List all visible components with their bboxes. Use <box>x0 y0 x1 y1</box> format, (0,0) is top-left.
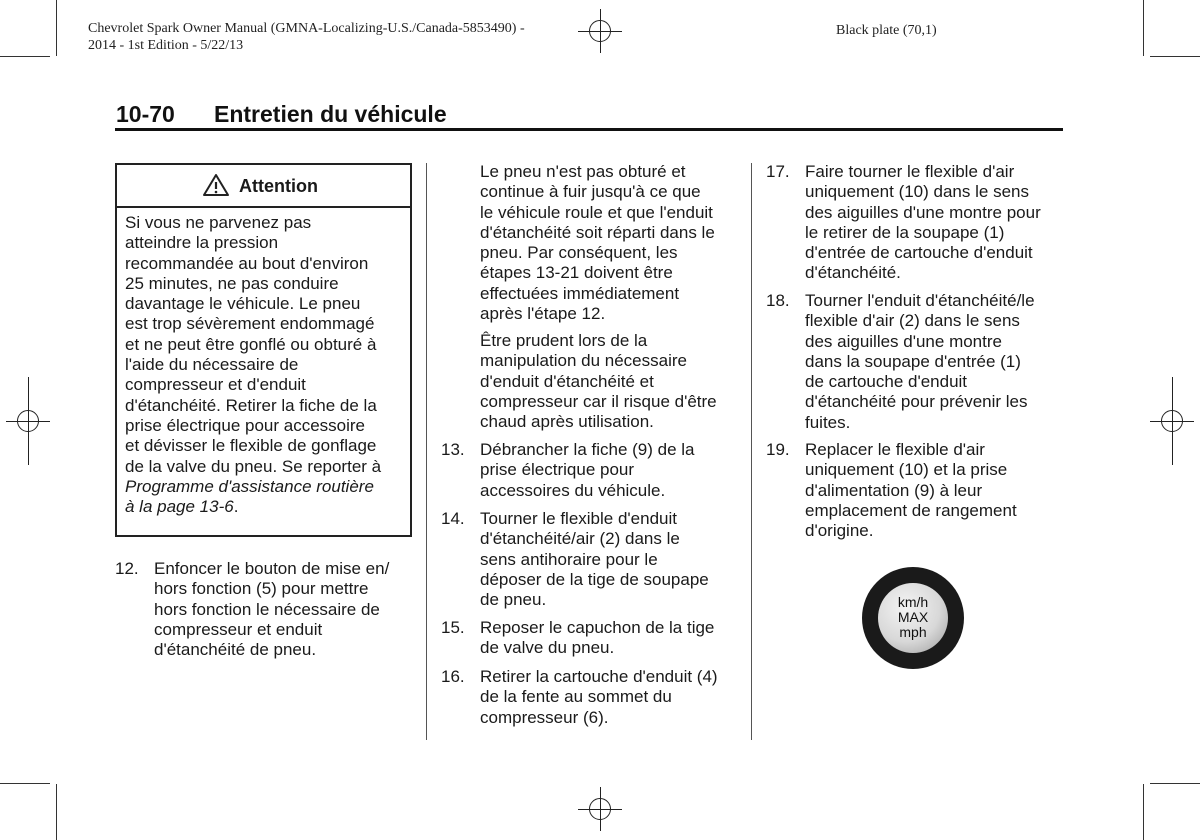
crop-mark <box>0 783 50 784</box>
title-rule <box>115 128 1063 131</box>
attention-line: l'aide du nécessaire de <box>125 355 299 375</box>
attention-line: est trop sévèrement endommagé <box>125 314 375 334</box>
crop-mark <box>1143 784 1144 840</box>
step-line: de valve du pneu. <box>480 638 615 658</box>
speed-limit-label-face <box>878 583 948 653</box>
step-line: accessoires du véhicule. <box>480 480 666 500</box>
attention-line <box>125 497 410 517</box>
speed-limit-label-icon <box>862 567 964 669</box>
step-line: le retirer de la soupape (1) <box>805 222 1005 242</box>
crop-mark <box>56 0 57 56</box>
step-text <box>480 618 746 659</box>
paragraph-line: Le pneu n'est pas obturé et <box>480 162 686 181</box>
attention-line: compresseur et d'enduit <box>125 375 306 395</box>
period: . <box>233 497 239 517</box>
attention-line: recommandée au bout d'environ <box>125 253 369 273</box>
step-text <box>805 440 1066 541</box>
crop-mark <box>56 784 57 840</box>
step-text <box>805 291 1066 433</box>
page-title: Entretien du véhicule <box>214 101 447 127</box>
crop-mark <box>0 56 50 57</box>
speed-unit-mph: mph <box>899 624 927 640</box>
attention-box <box>115 163 412 537</box>
step-line: Enfoncer le bouton de mise en/ <box>154 559 390 578</box>
step-number: 17. <box>766 162 790 181</box>
attention-line: de la valve du pneu. Se reporter à <box>125 456 382 476</box>
step-line: de pneu. <box>480 590 547 610</box>
step-number: 19. <box>766 440 790 459</box>
step-line: Tourner l'enduit d'étanchéité/le <box>805 291 1035 310</box>
step-line: emplacement de rangement <box>805 500 1017 520</box>
page-number: 10-70 <box>116 101 175 127</box>
attention-line: d'étanchéité. Retirer la fiche de la <box>125 395 377 415</box>
step-text <box>480 440 746 501</box>
paragraph-line: d'enduit d'étanchéité et <box>480 371 654 391</box>
speed-unit-kmh: km/h <box>897 594 929 610</box>
step-line: déposer de la tige de soupape <box>480 569 709 589</box>
step-text <box>480 667 746 728</box>
crop-mark <box>1150 783 1200 784</box>
column-divider <box>426 163 427 740</box>
paragraph-line: effectuées immédiatement <box>480 283 680 303</box>
step-line: de la fente au sommet du <box>480 687 672 707</box>
step-line: d'entrée de cartouche d'enduit <box>805 243 1033 263</box>
step-line: Tourner le flexible d'enduit <box>480 509 677 528</box>
step-line: Replacer le flexible d'air <box>805 440 985 459</box>
attention-line: atteindre la pression <box>125 233 279 253</box>
step-number: 12. <box>115 559 139 578</box>
step-line: compresseur (6). <box>480 707 609 727</box>
attention-line: et dévisser le flexible de gonflage <box>125 436 377 456</box>
step-line: Débrancher la fiche (9) de la <box>480 440 695 459</box>
step-number: 13. <box>441 440 465 459</box>
step-line: fuites. <box>805 412 851 432</box>
step-line: compresseur et enduit <box>154 619 323 639</box>
step-line: d'étanchéité pour prévenir les <box>805 392 1028 412</box>
step-line: des aiguilles d'une montre pour <box>805 202 1041 222</box>
crop-mark <box>1150 56 1200 57</box>
paragraph-line: d'étanchéité soit réparti dans le <box>480 222 715 242</box>
step-line: Retirer la cartouche d'enduit (4) <box>480 667 718 686</box>
attention-line: Si vous ne parvenez pas <box>125 213 312 232</box>
step-line: prise électrique pour <box>480 460 635 480</box>
step-line: Faire tourner le flexible d'air <box>805 162 1015 181</box>
plate-label: Black plate (70,1) <box>836 23 937 38</box>
step-line: d'étanchéité de pneu. <box>154 640 317 660</box>
paragraph-line: Être prudent lors de la <box>480 331 648 350</box>
step-number: 15. <box>441 618 465 637</box>
warning-triangle-icon <box>202 173 230 197</box>
step-line: Reposer le capuchon de la tige <box>480 618 715 637</box>
step-line: de cartouche d'enduit <box>805 372 968 392</box>
print-header-line2: 2014 - 1st Edition - 5/22/13 <box>88 38 244 53</box>
paragraph-line: après l'étape 12. <box>480 304 606 324</box>
step-line: flexible d'air (2) dans le sens <box>805 311 1020 331</box>
continuation-paragraph <box>480 162 748 324</box>
step-line: d'alimentation (9) à leur <box>805 480 983 500</box>
paragraph-line: chaud après utilisation. <box>480 412 654 432</box>
cross-reference-page[interactable]: à la page 13-6 <box>125 497 234 517</box>
step-line: uniquement (10) et la prise <box>805 460 1008 480</box>
paragraph-line: compresseur car il risque d'être <box>480 391 717 411</box>
column-divider <box>751 163 752 740</box>
cross-reference-link[interactable]: Programme d'assistance routière <box>125 476 374 496</box>
step-line: dans la soupape d'entrée (1) <box>805 351 1021 371</box>
caution-paragraph <box>480 331 748 432</box>
crop-mark <box>1143 0 1144 56</box>
attention-line: davantage le véhicule. Le pneu <box>125 294 361 314</box>
step-number: 14. <box>441 509 465 528</box>
step-number: 16. <box>441 667 465 686</box>
step-text <box>154 559 419 660</box>
paragraph-line: manipulation du nécessaire <box>480 351 687 371</box>
step-number: 18. <box>766 291 790 310</box>
attention-line: 25 minutes, ne pas conduire <box>125 273 339 293</box>
step-line: sens antihoraire pour le <box>480 549 658 569</box>
attention-line: et ne peut être gonflé ou obturé à <box>125 334 377 354</box>
attention-header <box>117 165 410 208</box>
attention-line: prise électrique pour accessoire <box>125 415 366 435</box>
speed-max: MAX <box>897 609 929 625</box>
step-line: d'origine. <box>805 521 874 541</box>
step-text <box>480 509 746 610</box>
step-line: hors fonction le nécessaire de <box>154 599 380 619</box>
paragraph-line: continue à fuir jusqu'à ce que <box>480 182 701 202</box>
step-line: uniquement (10) dans le sens <box>805 182 1029 202</box>
attention-body <box>125 213 410 517</box>
step-text <box>805 162 1066 284</box>
paragraph-line: pneu. Par conséquent, les <box>480 243 678 263</box>
print-header-line1: Chevrolet Spark Owner Manual (GMNA-Localizing-U.S./Canada-5853490) - <box>88 21 525 36</box>
step-line: d'étanchéité. <box>805 263 901 283</box>
step-line: hors fonction (5) pour mettre <box>154 579 369 599</box>
paragraph-line: le véhicule roule et que l'enduit <box>480 202 713 222</box>
attention-title: Attention <box>239 176 318 196</box>
step-line: d'étanchéité/air (2) dans le <box>480 529 680 549</box>
paragraph-line: étapes 13-21 doivent être <box>480 263 673 283</box>
step-line: des aiguilles d'une montre <box>805 331 1002 351</box>
